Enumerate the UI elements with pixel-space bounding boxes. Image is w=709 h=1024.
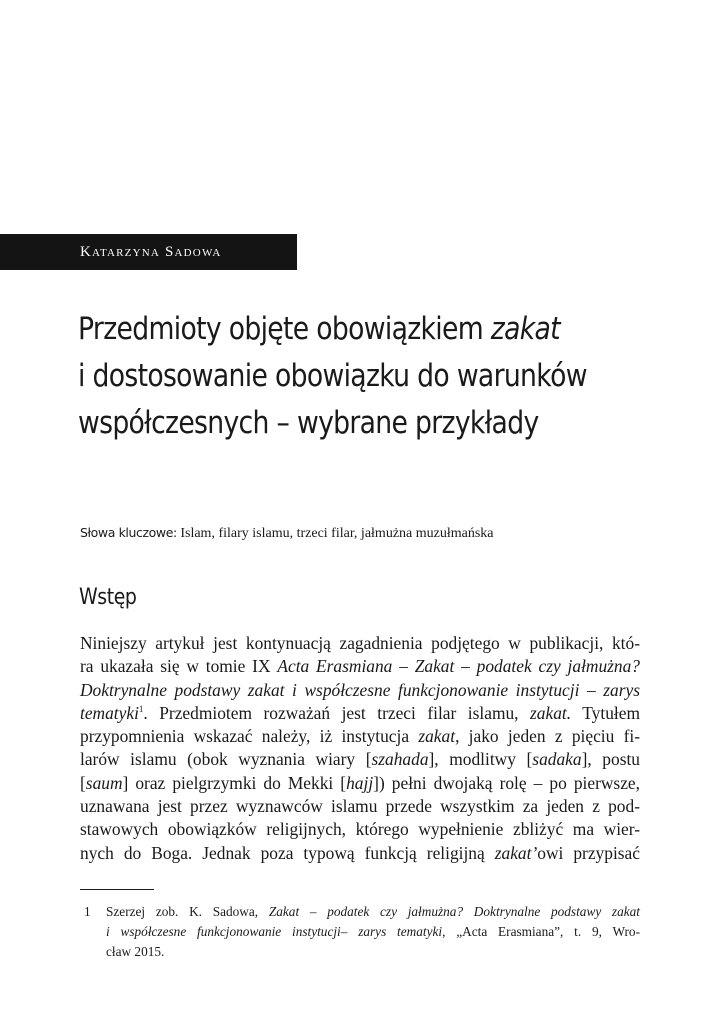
italic-text: zakat: [418, 726, 456, 747]
footnote-body: [106, 902, 640, 962]
body-line: [80, 818, 640, 841]
italic-text: tematyki: [80, 702, 139, 723]
text: cław 2015.: [106, 944, 165, 959]
title-line-1-text: Przedmioty objęte obowiązkiem: [78, 311, 491, 347]
text: Szerzej zob. K. Sadowa,: [106, 904, 269, 919]
text: Tytułem: [571, 702, 640, 723]
section-heading: Wstęp: [79, 585, 137, 610]
body-line: [80, 842, 640, 865]
italic-text: Doktrynalne podstawy zakat i współczesne funkcjonowanie instytucji – zarys: [80, 679, 640, 700]
italic-text: hajj: [346, 772, 374, 793]
body-line: [80, 655, 640, 678]
keywords-label: Słowa kluczowe:: [80, 525, 177, 540]
text: stawowych obowiązków religijnych, którego wypełnienie zbliżyć ma wier-: [80, 819, 640, 840]
text: Niniejszy artykuł jest kontynuacją zagadnienia podjętego w publikacji, któ-: [80, 633, 640, 653]
title-line-2: i dostosowanie obowiązku do warunków: [78, 358, 587, 394]
text: uznawana jest przez wyznawców islamu przede wszystkim za jeden z pod-: [80, 796, 640, 817]
body-line: [80, 772, 640, 795]
body-line: [80, 748, 640, 771]
title-line-1-italic: zakat: [490, 311, 560, 347]
footnote-number: 1: [84, 904, 91, 919]
footnote-line: [106, 902, 640, 922]
footnote: [80, 902, 640, 962]
text: ] oraz pielgrzymki do Mekki [: [122, 772, 347, 793]
text: ra ukazała się w tomie IX: [80, 656, 278, 677]
keywords: [80, 524, 640, 543]
text: przypomnienia wskazać należy, iż instytucja: [80, 726, 419, 747]
italic-text: szahada: [371, 749, 429, 770]
italic-text: sadaka: [532, 749, 582, 770]
body-line: [80, 632, 640, 655]
author-banner: [0, 234, 297, 270]
footnote-line: [106, 942, 640, 962]
footnote-line: [106, 922, 640, 942]
body-paragraph: [80, 632, 640, 865]
italic-text: i współczesne funkcjonowanie instytucji– zarys tematyki: [106, 924, 443, 939]
italic-text: Zakat – podatek czy jałmużna? Doktrynalne podstawy zakat: [268, 904, 640, 919]
text: , „Acta Erasmiana”, t. 9, Wro-: [442, 924, 641, 939]
text: ], postu: [581, 749, 640, 770]
text: , jako jeden z pięciu fi-: [455, 726, 640, 747]
body-line: [80, 679, 640, 702]
article-title: [78, 306, 594, 447]
text: ]) pełni dwojaką rolę – po pierwsze,: [373, 772, 640, 793]
body-line: [80, 725, 640, 748]
italic-text: zakat’: [494, 842, 538, 863]
italic-text: saum: [85, 772, 123, 793]
title-line-3: współczesnych – wybrane przykłady: [78, 405, 539, 441]
keywords-value: Islam, filary islamu, trzeci filar, jałmużna muzułmańska: [180, 526, 494, 541]
footnote-ref[interactable]: 1: [138, 704, 144, 715]
text: . Przedmiotem rozważań jest trzeci filar islamu,: [143, 702, 531, 723]
text: owi przypisać: [537, 842, 640, 863]
text: [: [80, 772, 86, 793]
body-line: [80, 795, 640, 818]
text: ], modlitwy [: [428, 749, 533, 770]
author-name: Katarzyna Sadowa: [80, 243, 222, 260]
footnote-divider: [80, 889, 154, 890]
italic-text: zakat.: [530, 702, 572, 723]
text: larów islamu (obok wyznania wiary [: [80, 749, 372, 770]
italic-text: Acta Erasmiana – Zakat – podatek czy jałmużna?: [277, 656, 641, 677]
body-line: [80, 702, 640, 725]
text: nych do Boga. Jednak poza typową funkcją religijną: [80, 842, 495, 863]
